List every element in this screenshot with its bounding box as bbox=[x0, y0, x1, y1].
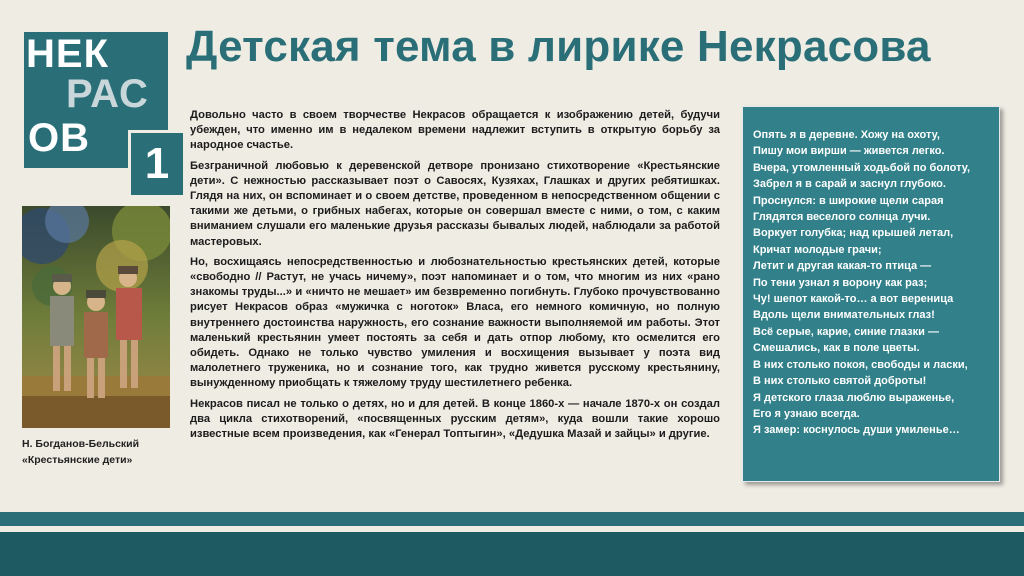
painting-image bbox=[22, 206, 170, 428]
poem-box bbox=[742, 106, 1000, 482]
poem-line: Летит и другая какая-то птица — bbox=[753, 260, 932, 273]
poem-line: Проснулся: в широкие щели сарая bbox=[753, 194, 944, 207]
logo-line-2: РАС bbox=[66, 72, 149, 116]
nekrasov-logo bbox=[24, 32, 170, 188]
page-title: Детская тема в лирике Некрасова bbox=[186, 22, 931, 71]
paragraph: Некрасов писал не только о детях, но и для детей. В конце 1860-х — начале 1870-х он создал два цикла стихотворений, «посвященных русским детям», куда вошли такие хорошо известные всем произведения, как «Генерал Топтыгин», «Дедушка Мазай и зайцы» и другие. bbox=[190, 397, 720, 441]
poem-line: По тени узнал я ворону как раз; bbox=[753, 276, 928, 289]
poem-line: Чу! шепот какой-то… а вот вереница bbox=[753, 293, 954, 306]
poem-line: Всё серые, карие, синие глазки — bbox=[753, 325, 939, 338]
painting-peasant-children bbox=[22, 206, 170, 428]
poem-line: Пишу мои вирши — живется легко. bbox=[753, 145, 945, 158]
poem-line: Я замер: коснулось души умиленье… bbox=[753, 424, 960, 437]
poem-line: Забрел я в сарай и заснул глубоко. bbox=[753, 178, 946, 191]
poem-line: Вдоль щели внимательных глаз! bbox=[753, 309, 935, 322]
poem-line: Смешались, как в поле цветы. bbox=[753, 342, 920, 355]
poem-lines bbox=[743, 107, 999, 439]
logo-line-3: ОВ bbox=[28, 116, 90, 160]
footer-bar-bottom bbox=[0, 532, 1024, 576]
caption-title: «Крестьянские дети» bbox=[22, 454, 133, 466]
poem-line: Кричат молодые грачи; bbox=[753, 243, 882, 256]
paragraph: Довольно часто в своем творчестве Некрасов обращается к изображению детей, будучи убежден, что именно им в недалеком времени надлежит вступить в открытую борьбу за народное счастье. bbox=[190, 109, 720, 152]
poem-line: Я детского глаза люблю выраженье, bbox=[753, 391, 955, 404]
paragraph: Безграничной любовью к деревенской детворе пронизано стихотворение «Крестьянские дети». С нежностью рассказывает поэт о Савосях, Кузяхах, Глашках и других ребятишках. Глядя на них, он вспоминает и о своем детстве, проведенном в непосредственном общении с такими же детьми, о грибных набегах, которые он совершал вместе с ними, о том, с каким вниманием слушали его маленькие друзья рассказы бывалых людей, наблюдали за работой мастеровых. bbox=[190, 159, 720, 248]
poem-line: Глядятся веселого солнца лучи. bbox=[753, 211, 931, 224]
paragraph: Но, восхищаясь непосредственностью и любознательностью крестьянских детей, которые «свободно // Растут, не учась ничему», поэт напоминает и о том, что многим из них «рано знакомы труды...» и «ничто не мешает» им безвременно погибнуть. Глубоко прочувствованно рисует Некрасов образ «мужичка с ноготок» Власа, его немного комичную, но полную внутреннего достоинства наружность, его сознание важности выполняемой им работы. Этот маленький крестьянин умеет постоять за себя и дать отпор любому, кто осмелится его обидеть. Однако не только чувство умиления и восхищения вызывает у поэта вид малолетнего труженика, но и сознание того, как трудно живется русскому крестьянину, вынужденному приобщать к тяжелому труду шестилетнего ребенка. bbox=[190, 255, 720, 390]
poem-line: В них столько покоя, свободы и ласки, bbox=[753, 358, 968, 371]
slide-number-badge: 1 bbox=[128, 130, 186, 198]
logo-line-1: НЕК bbox=[26, 32, 109, 76]
poem-line: В них столько святой доброты! bbox=[753, 375, 927, 388]
poem-line: Вчера, утомленный ходьбой по болоту, bbox=[753, 161, 971, 174]
painting-caption bbox=[22, 436, 139, 468]
poem-line: Его я узнаю всегда. bbox=[753, 407, 860, 420]
caption-author: Н. Богданов-Бельский bbox=[22, 438, 140, 450]
footer-bar-top bbox=[0, 512, 1024, 526]
main-text bbox=[190, 108, 720, 447]
poem-line: Опять я в деревне. Хожу на охоту, bbox=[753, 129, 940, 141]
poem-line: Воркует голубка; над крышей летал, bbox=[753, 227, 954, 240]
